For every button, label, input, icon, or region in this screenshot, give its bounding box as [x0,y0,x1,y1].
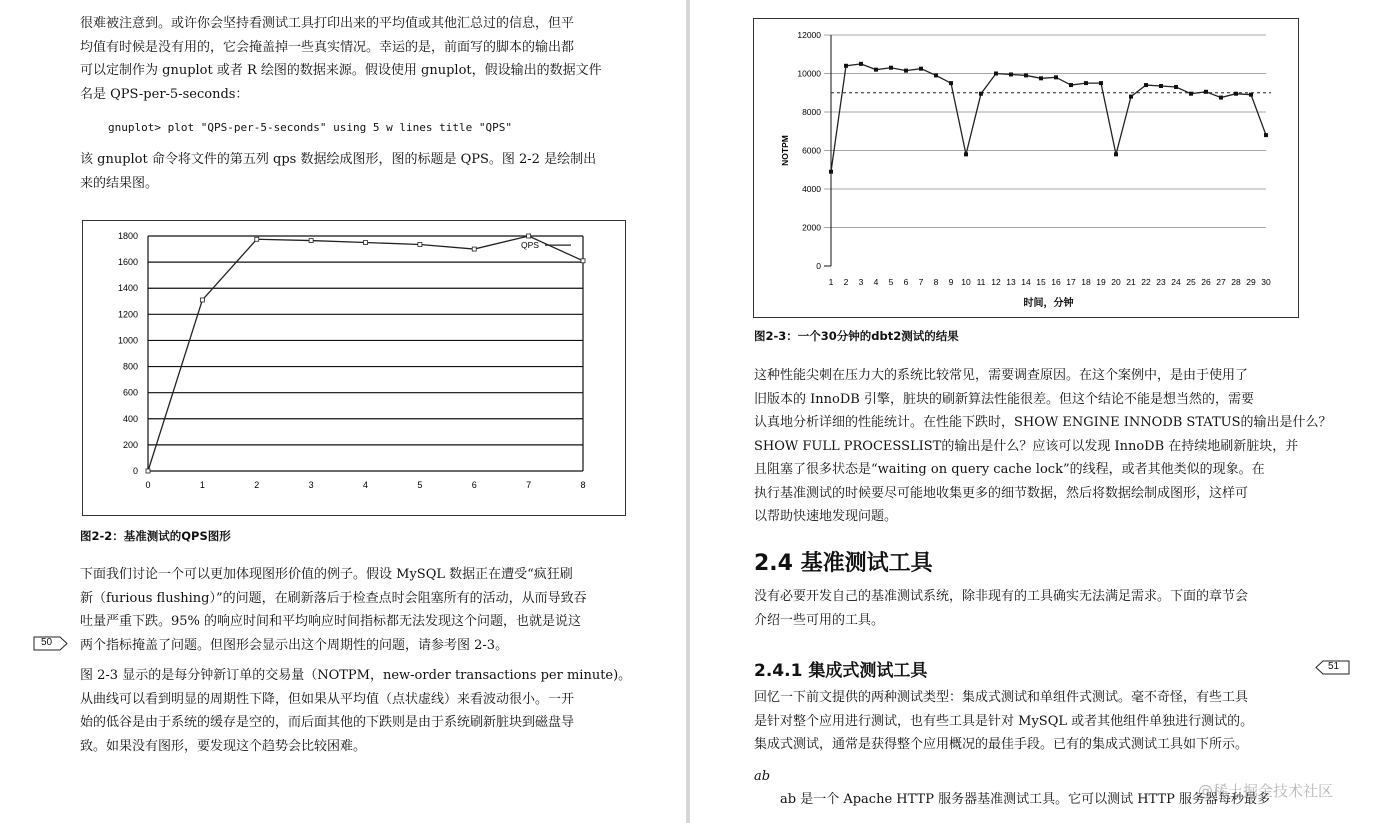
gnuplot-command: gnuplot> plot "QPS-per-5-seconds" using 5 w lines title "QPS" [108,121,512,134]
subsection-paragraph: 回忆一下前文提供的两种测试类型：集成式测试和单组件式测试。毫不奇怪，有些工具 是针对整个应用进行测试，也有些工具是针对 MySQL 或者其他组件单独进行测试的。 集成式测试，通常是获得整个应用概况的最佳手段。已有的集成式测试工具如下所示。 [754,690,1254,752]
y-tick-label: 2000 [802,222,821,233]
x-tick-label: 24 [1171,277,1181,287]
x-tick-label: 28 [1231,277,1241,287]
qps-point [255,237,259,241]
notpm-point [904,69,908,73]
x-tick-label: 8 [933,277,939,287]
x-tick-label: 21 [1126,277,1136,287]
notpm-point [1144,83,1148,87]
y-tick-label: 200 [122,439,138,450]
x-tick-label: 15 [1036,277,1046,287]
y-tick-label: 1200 [117,309,138,320]
notpm-point [1084,81,1088,85]
y-tick-label: 1800 [117,231,138,241]
notpm-point [994,72,998,76]
x-axis-title: 时间，分钟 [1023,298,1074,309]
x-tick-label: 6 [903,277,909,287]
notpm-point [1129,95,1133,99]
y-axis-title: NOTPM [780,135,790,166]
qps-point [200,298,204,302]
x-tick-label: 20 [1111,277,1121,287]
notpm-point [1099,81,1103,85]
notpm-point [874,68,878,72]
notpm-point [1069,83,1073,87]
qps-point [146,469,150,473]
notpm-point [1009,72,1013,76]
notpm-point [1264,133,1268,137]
notpm-point [1024,73,1028,77]
left-paragraph-3: 下面我们讨论一个可以更加体现图形价值的例子。假设 MySQL 数据正在遭受“疯狂刷 新（furious flushing）”的问题，在刷新落后于检查点时会阻塞所有的活动，从而导致吞 吐量严重下跌。95% 的响应时间和平均响应时间指标都无法发现这个问题，也就是说这 两个指标掩盖了问题。但图形会显示出这个周期性的问题，请参考图 2-3。 [80,567,587,653]
left-paragraph-4: 图 2-3 显示的是每分钟新订单的交易量（NOTPM，new-order transactions per minute)。 从曲线可以看到明显的周期性下降，但如果从平均值（点状虚线）来看波动很小。一开 始的低谷是由于系统的缓存是空的，而后面其他的下跌则是由于系统刷新脏块到磁盘导 致。如果没有图形，要发现这个趋势会比较困难。 [80,668,632,754]
x-tick-label: 1 [828,277,834,287]
x-tick-label: 6 [471,480,477,490]
left-page [0,0,686,823]
section-heading-2-4: 2.4 基准测试工具 [754,551,933,576]
notpm-chart-frame [753,18,1299,318]
x-tick-label: 2 [843,277,849,287]
term-ab-description: ab 是一个 Apache HTTP 服务器基准测试工具。它可以测试 HTTP 服务器每秒最多 [780,792,1271,807]
x-tick-label: 16 [1051,277,1061,287]
notpm-point [1114,152,1118,156]
y-tick-label: 600 [122,387,138,398]
y-tick-label: 0 [816,261,821,271]
qps-series-line [148,236,583,471]
qps-chart-frame [82,220,626,516]
x-tick-label: 3 [308,480,314,490]
subsection-heading-2-4-1: 2.4.1 集成式测试工具 [754,661,928,681]
x-tick-label: 23 [1156,277,1166,287]
notpm-point [1039,76,1043,80]
notpm-point [919,67,923,71]
x-tick-label: 2 [254,480,260,490]
x-tick-label: 17 [1066,277,1076,287]
notpm-point [889,66,893,70]
notpm-point [1189,92,1193,96]
left-paragraph-2: 该 gnuplot 命令将文件的第五列 qps 数据绘成图形，图的标题是 QPS。图 2-2 是绘制出 来的结果图。 [80,152,597,191]
x-tick-label: 25 [1186,277,1196,287]
notpm-point [1159,84,1163,88]
x-tick-label: 30 [1261,277,1271,287]
x-tick-label: 12 [991,277,1001,287]
x-tick-label: 4 [873,277,879,287]
x-tick-label: 29 [1246,277,1256,287]
y-tick-label: 6000 [802,145,821,156]
x-tick-label: 0 [145,480,151,490]
x-tick-label: 7 [918,277,924,287]
y-tick-label: 1000 [117,335,138,346]
x-tick-label: 1 [199,480,205,490]
notpm-point [1219,96,1223,100]
page-number-50: 50 [41,637,53,648]
qps-point [309,239,313,243]
x-tick-label: 9 [948,277,954,287]
qps-point [581,259,585,263]
notpm-point [934,73,938,77]
x-tick-label: 13 [1006,277,1016,287]
notpm-point [1174,85,1178,89]
notpm-point [979,92,983,96]
x-tick-label: 22 [1141,277,1151,287]
right-page [690,0,1385,823]
x-tick-label: 5 [417,480,423,490]
y-tick-label: 4000 [802,184,821,194]
notpm-chart [754,19,1298,317]
y-tick-label: 800 [122,361,138,372]
figure-2-2-caption: 图2-2：基准测试的QPS图形 [80,529,231,543]
section-intro: 没有必要开发自己的基准测试系统，除非现有的工具确实无法满足需求。下面的章节会 介绍一些可用的工具。 [754,589,1249,628]
notpm-point [949,81,953,85]
notpm-point [829,170,833,174]
notpm-point [844,64,848,68]
term-ab: ab [754,769,771,784]
qps-point [527,234,531,238]
left-paragraph-1: 很难被注意到。或许你会坚持看测试工具打印出来的平均值或其他汇总过的信息，但平 均值有时候是没有用的，它会掩盖掉一些真实情况。幸运的是，前面写的脚本的输出都 可以定制作为 gnuplot 或者 R 绘图的数据来源。假设使用 gnuplot，假设输出的数据文件 名是 QPS-per-5-seconds： [80,16,602,102]
x-tick-label: 3 [858,277,864,287]
legend-label: QPS [521,240,539,251]
x-tick-label: 27 [1216,277,1226,287]
x-tick-label: 7 [526,480,532,490]
notpm-point [1249,93,1253,97]
notpm-point [964,152,968,156]
y-tick-label: 400 [122,413,138,424]
y-tick-label: 8000 [802,107,821,117]
x-tick-label: 18 [1081,277,1091,287]
qps-point [418,242,422,246]
y-tick-label: 1400 [117,283,138,294]
right-paragraph-1: 这种性能尖刺在压力大的系统比较常见，需要调查原因。在这个案例中，是由于使用了 旧版本的 InnoDB 引擎，脏块的刷新算法性能很差。但这个结论不能是想当然的，需要 认真地分析详细的性能统计。在性能下跌时，SHOW ENGINE INNODB STATUS的输出是什么？ SHOW FULL PROCESSLIST的输出是什么？应该可以发现 InnoDB 在持续地刷新脏块，并 且阻塞了很多状态是“waiting on query cache lock”的线程，或者其他类似的现象。在 执行基准测试的时候要尽可能地收集更多的细节数据，然后将数据绘制成图形，这样可 以帮助快速地发现问题。 [754,368,1332,524]
figure-2-3-caption: 图2-3：一个30分钟的dbt2测试的结果 [754,329,959,343]
x-tick-label: 19 [1096,277,1106,287]
y-tick-label: 12000 [797,30,821,40]
notpm-point [1234,92,1238,96]
y-tick-label: 1600 [117,257,138,268]
x-tick-label: 26 [1201,277,1211,287]
qps-chart [83,221,625,515]
notpm-series-line [831,64,1266,172]
y-tick-label: 10000 [797,68,821,79]
x-tick-label: 10 [961,277,971,287]
y-tick-label: 0 [132,466,138,476]
notpm-point [1054,75,1058,79]
x-tick-label: 5 [888,277,894,287]
notpm-point [859,62,863,66]
notpm-point [1204,90,1208,94]
x-tick-label: 11 [976,277,986,287]
x-tick-label: 14 [1021,277,1031,287]
x-tick-label: 4 [362,480,369,490]
qps-point [364,241,368,245]
x-tick-label: 8 [580,480,586,490]
watermark: @稀土掘金技术社区 [1198,782,1334,800]
page-number-51: 51 [1328,661,1340,672]
qps-point [472,247,476,251]
